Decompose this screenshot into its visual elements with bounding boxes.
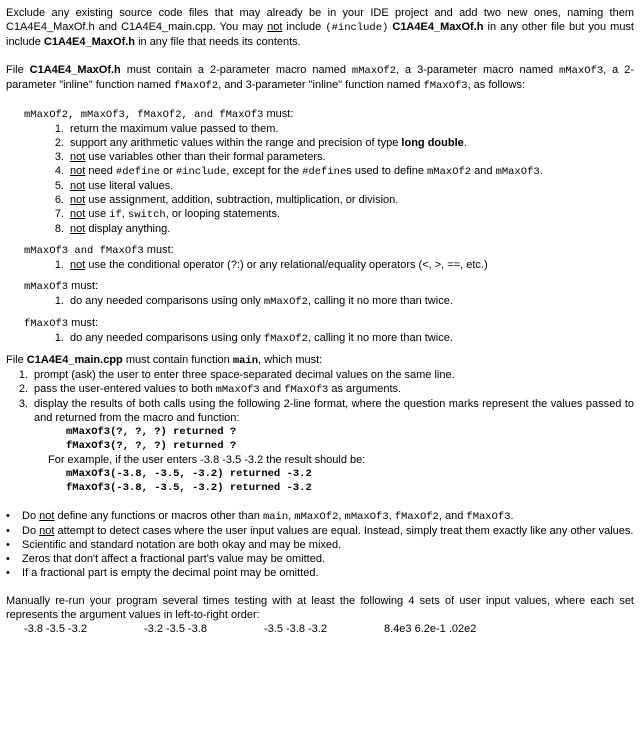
item-text: Scientific and standard notation are both okay and may be mixed. [22,539,342,551]
item-not: not [70,194,86,206]
item-t5: and [471,165,496,177]
item-c2: switch [127,209,166,221]
item-text-post: . [463,137,467,149]
item-text-pre: support any arithmetic values within the range and precision of type [70,137,402,149]
intro-text-f: in any file that needs its contents. [135,36,301,48]
item-number: 1. [54,123,64,135]
item-text [70,331,634,346]
b1-not: not [39,510,55,522]
item-number: 3. [18,398,28,410]
item-text: Do not define any functions or macros other than main, mMaxOf2, mMaxOf3, fMaxOf2, and fMaxOf3. [22,510,514,523]
item-t2: or [160,165,176,177]
list-item [6,368,634,382]
file1-f: , as follows: [467,79,526,91]
item-text: Zeros that don't affect a fractional part's value may be omitted. [22,553,325,565]
item-number: 4. [54,165,64,177]
file2-heading [6,353,634,368]
item-t3: , except for the [226,165,303,177]
format-code-block [66,425,634,453]
item-text [70,136,634,150]
file1-d: , a 2-parameter "inline" function named [6,64,634,91]
item-t1: do any needed comparisons using only [70,332,264,344]
f3-must-txt: must: [68,317,99,329]
item-text [22,524,634,538]
item-code: mMaxOf2 [263,296,308,308]
b1-c4: fMaxOf2 [394,511,439,523]
b2-b: attempt to detect cases where the user input values are equal. Instead, simply treat them exactly like any other values. [54,525,634,537]
item-t4: s used to define [346,165,427,177]
item-t1: do any needed comparisons using only [70,295,264,307]
format-line-1: mMaxOf3(?, ?, ?) returned ? [66,426,237,438]
b1-c3: mMaxOf3 [344,511,389,523]
item-text-t: display anything. [85,223,171,235]
item-c1: if [109,209,122,221]
file1-name: C1A4E4_MaxOf.h [29,64,121,76]
intro-include-code: (#include) [325,22,389,34]
m3-must-heading [24,279,634,294]
file1-paragraph [6,63,634,93]
list-item [42,222,634,236]
list-item [6,552,634,566]
file2-code: main [232,355,259,367]
item-text-t: use assignment, addition, subtraction, multiplication, or division. [85,194,399,206]
bullet-dot: • [6,539,10,551]
intro-text: Exclude any existing source code files that may already be in your IDE project and add two new ones, naming them C1A4E4_MaxOf.h and C1A4E4_main.cpp. You may [6,7,634,33]
closing-paragraph: Manually re-run your program several times testing with at least the following 4 sets of user input values, where each set represents the argument values in left-to-right order: [6,595,634,621]
b1-c2: mMaxOf2 [294,511,339,523]
example-line-1: mMaxOf3(-3.8, -3.5, -3.2) returned -3.2 [66,468,312,480]
item-not: not [70,180,86,192]
b1-c1: main [262,511,289,523]
f3-must-code: fMaxOf3 [24,318,69,330]
file2-section [6,353,634,495]
bullet-dot: • [6,525,10,537]
item-text [70,207,634,222]
list-item [42,331,634,346]
all-must-heading [24,107,634,122]
b2-a: Do [22,525,40,537]
item-t3: as arguments. [328,383,402,395]
item-text-t: use variables other than their formal parameters. [85,151,326,163]
b1-and: and [444,510,464,522]
list-item [42,136,634,150]
item-text: If a fractional part is empty the decimal point may be omitted. [22,567,319,579]
list-item [42,164,634,179]
file2-name: C1A4E4_main.cpp [26,354,123,366]
m3-must-list [42,294,634,309]
item-not: not [70,259,86,271]
item-number: 2. [18,383,28,395]
file1-b: must contain a 2-parameter macro named [120,64,352,76]
intro-paragraph [6,6,634,49]
item-text: return the maximum value passed to them. [70,123,279,135]
example-text: For example, if the user enters -3.8 -3.5 -3.2 the result should be: [48,454,366,466]
item-c4: mMaxOf2 [427,166,472,178]
item-text: display the results of both calls using the following 2-line format, where the question marks represent the values passed to and returned from the macro and function: [34,398,634,424]
bullet-dot: • [6,510,10,522]
item-c1: #define [115,166,160,178]
file1-a: File [6,64,30,76]
file2-c: , which must: [258,354,323,366]
bullet-dot: • [6,553,10,565]
item-number: 1. [54,295,64,307]
intro-not: not [267,21,283,33]
intro-maxof-filename-2: C1A4E4_MaxOf.h [43,36,136,48]
item-number: 6. [54,194,64,206]
list-item [42,207,634,222]
test-set-3: -3.5 -3.8 -3.2 [264,623,327,635]
item-text [70,179,634,193]
file1-e: , and 3-parameter "inline" function named [218,79,424,91]
three-must-list [42,258,634,272]
list-item [42,294,634,309]
file1-c: , a 3-parameter macro named [396,64,560,76]
all-must-list [42,122,634,236]
three-must-heading [24,243,634,258]
list-item [42,193,634,207]
item-c1: mMaxOf3 [215,384,260,396]
test-set-1: -3.8 -3.5 -3.2 [24,623,87,635]
item-not: not [70,223,86,235]
f3-must-list [42,331,634,346]
file1-f2: fMaxOf2 [174,80,219,92]
list-item [42,150,634,164]
all-must-section [24,107,634,346]
item-number: 2. [54,137,64,149]
item-number: 5. [54,180,64,192]
b1-b: define any functions or macros other than [54,510,263,522]
format-line-2: fMaxOf3(?, ?, ?) returned ? [66,440,237,452]
item-text [70,258,634,272]
file2-a: File [6,354,27,366]
intro-maxof-filename: C1A4E4_MaxOf.h [388,21,484,33]
file2-b: must contain function [122,354,233,366]
list-item [6,566,634,580]
item-t2: , calling it no more than twice. [307,295,453,307]
list-item [6,397,634,425]
test-set-4: 8.4e3 6.2e-1 .02e2 [384,623,477,635]
item-t3: , or looping statements. [165,208,281,220]
item-c3: #define [302,166,347,178]
item-number: 8. [54,223,64,235]
rules-bullet-list [6,509,634,580]
all-must-txt: must: [263,108,294,120]
list-item [6,382,634,397]
item-text-t: use the conditional operator (?:) or any relational/equality operators (<, >, ==, etc.) [85,259,488,271]
item-text [70,294,634,309]
f3-must-heading [24,316,634,331]
file1-m3: mMaxOf3 [559,65,604,77]
file2-list [6,368,634,425]
intro-text-d: in any other file but you must include [6,21,634,48]
file1-f3: fMaxOf3 [423,80,468,92]
b1-a: Do [22,510,40,522]
item-text [70,222,634,236]
item-t2: , calling it no more than twice. [307,332,453,344]
item-text [70,164,634,179]
item-c2: #include [175,166,227,178]
item-t1: use [85,208,110,220]
item-text [70,193,634,207]
list-item [42,258,634,272]
all-must-code: mMaxOf2, mMaxOf3, fMaxOf2, and fMaxOf3 [24,109,264,121]
three-must-code: mMaxOf3 and fMaxOf3 [24,245,144,257]
b2-not: not [39,525,55,537]
item-number: 1. [54,332,64,344]
item-t2: and [259,383,285,395]
item-code: fMaxOf2 [263,333,308,345]
item-t1: pass the user-entered values to both [34,383,216,395]
test-value-sets [24,622,634,636]
item-number: 1. [18,369,28,381]
item-bold: long double [401,137,464,149]
b1-c5: fMaxOf3 [466,511,511,523]
item-t6: . [539,165,543,177]
item-not: not [70,208,86,220]
item-number: 3. [54,151,64,163]
item-not: not [70,165,86,177]
file1-m2: mMaxOf2 [351,65,397,77]
bullet-dot: • [6,567,10,579]
list-item [42,179,634,193]
item-number: 1. [54,259,64,271]
item-text [70,150,634,164]
item-text-t: use literal values. [85,180,174,192]
list-item [6,509,634,524]
example-code-block [66,467,634,495]
intro-text-b: include [282,21,326,33]
item-not: not [70,151,86,163]
m3-must-txt: must: [68,280,99,292]
item-text: prompt (ask) the user to enter three space-separated decimal values on the same line. [34,369,455,381]
item-number: 7. [54,208,64,220]
item-text [34,382,634,397]
item-t1: need [85,165,116,177]
item-t2: , [121,208,128,220]
test-set-2: -3.2 -3.5 -3.8 [144,623,207,635]
item-c5: mMaxOf3 [495,166,540,178]
list-item [6,538,634,552]
m3-must-code: mMaxOf3 [24,281,69,293]
item-c2: fMaxOf3 [284,384,329,396]
three-must-txt: must: [143,244,174,256]
example-line-2: fMaxOf3(-3.8, -3.5, -3.2) returned -3.2 [66,482,312,494]
list-item [6,524,634,538]
list-item [42,122,634,136]
